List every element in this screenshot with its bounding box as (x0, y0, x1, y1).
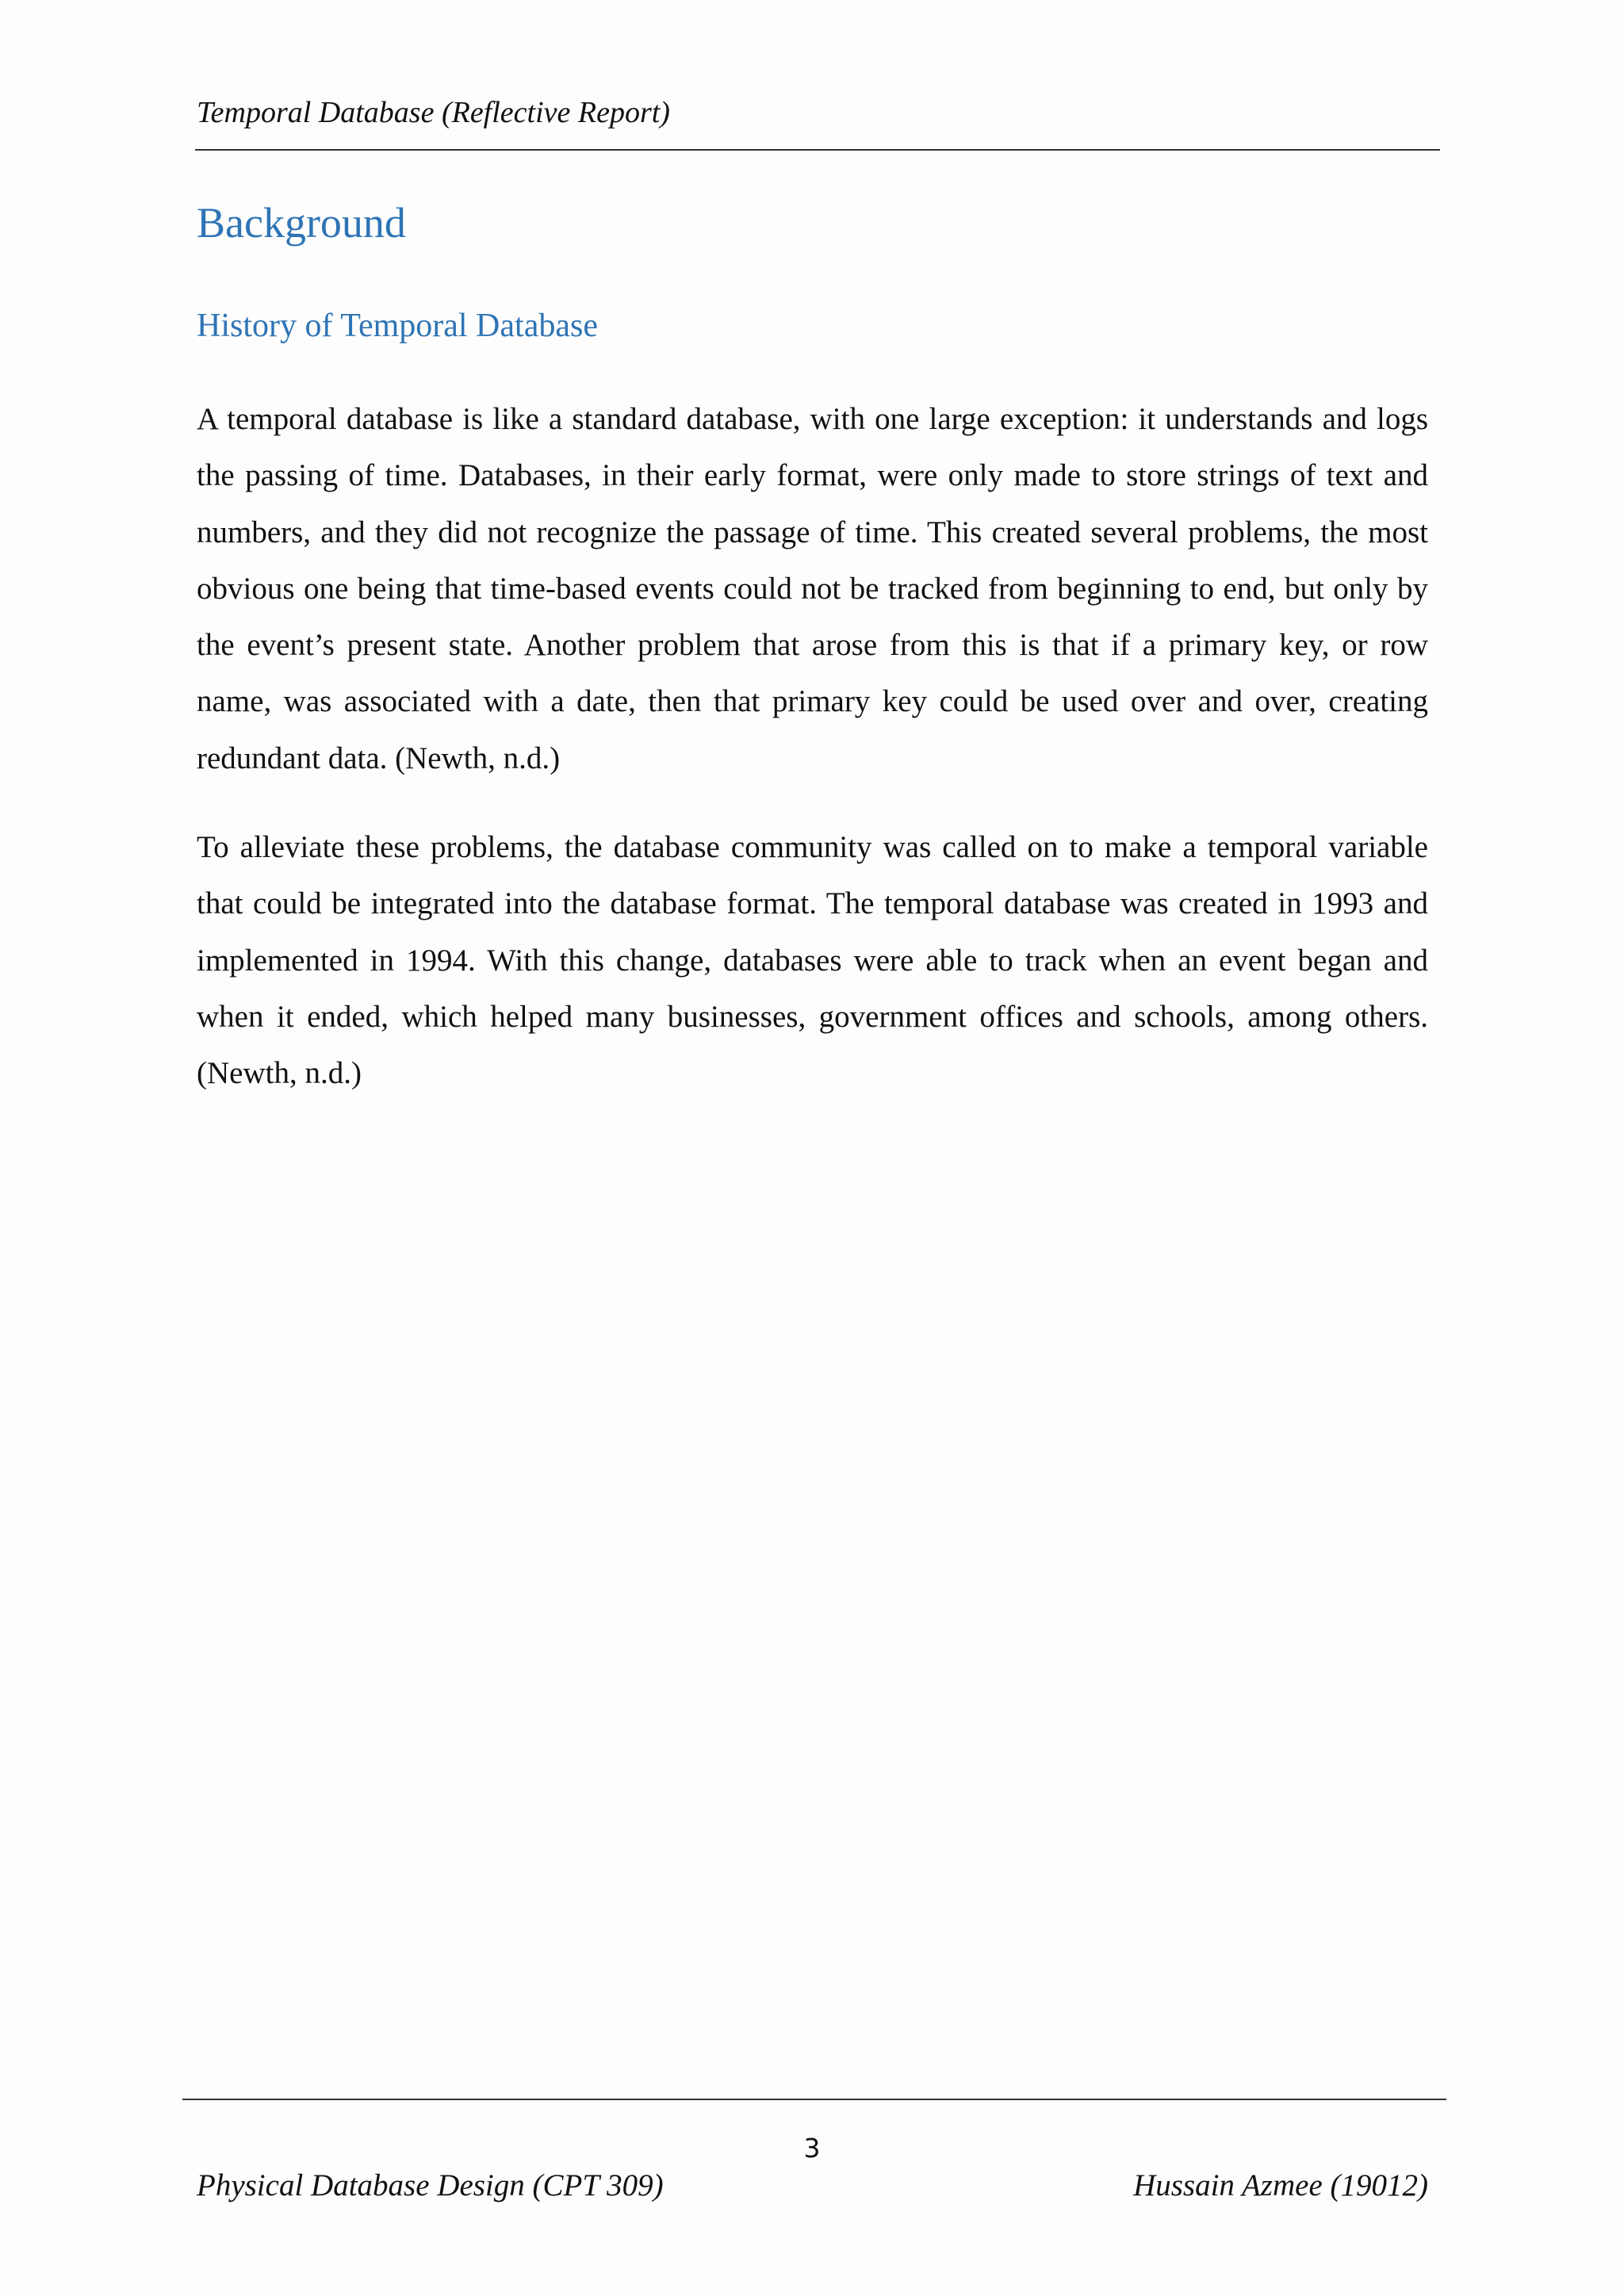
header-divider (195, 149, 1440, 151)
body-paragraph: A temporal database is like a standard database, with one large exception: it understands and logs the passing of time. Databases, in their early format, were only made to store strings of text and numbers, and they did not recognize the passage of time. This created several problems, the most obvious one being that time-based events could not be tracked from beginning to end, but only by the event’s present state. Another problem that arose from this is that if a primary key, or row name, was associated with a date, then that primary key could be used over and over, creating redundant data. (Newth, n.d.) (197, 402, 1428, 775)
body-paragraph: To alleviate these problems, the database community was called on to make a temporal variable that could be integrated into the database format. The temporal database was created in 1993 and implemented in 1994. With this change, databases were able to track when an event began and when it ended, which helped many businesses, government offices and schools, among others. (Newth, n.d.) (197, 830, 1428, 1091)
section-heading: Background (197, 199, 406, 247)
footer-divider (182, 2099, 1446, 2100)
running-header: Temporal Database (Reflective Report) (197, 96, 670, 129)
subsection-heading: History of Temporal Database (197, 308, 598, 344)
footer-author: Hussain Azmee (19012) (1133, 2168, 1428, 2202)
footer-course-title: Physical Database Design (CPT 309) (197, 2168, 664, 2202)
page-number: 3 (803, 2133, 821, 2164)
